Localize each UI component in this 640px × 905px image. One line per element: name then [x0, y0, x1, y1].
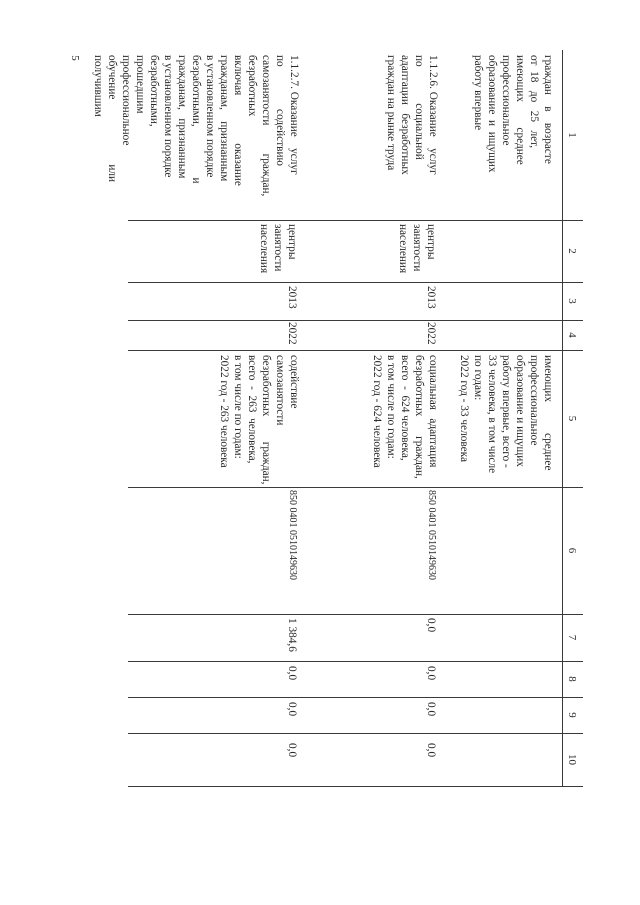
cell-row2-col2-line: центры: [286, 224, 298, 260]
cell-row2-col5-line: содействие: [288, 355, 300, 409]
cell-row1-col6: 850 0401 0510149630: [426, 490, 437, 580]
cell-row2-col1-line: безработных: [246, 55, 258, 117]
cell-row2-col2: [257, 224, 299, 279]
cell-row2-col1-line: в установленном порядке: [162, 55, 174, 178]
page-number: 5: [68, 55, 81, 61]
cell-row2-col1-line: самозанятости граждан,: [260, 55, 272, 197]
header-cell: 9: [566, 712, 578, 718]
cell-row1-col3: 2013: [425, 286, 437, 309]
cell-row1-col5-line: всего - 624 человека,: [399, 355, 411, 461]
header-cell: 10: [566, 754, 578, 765]
column-divider: [128, 350, 583, 351]
header-cell: 6: [566, 547, 578, 554]
cell-continuation-col1: [471, 55, 555, 215]
cell-row1-col1-line: адаптации безработных: [399, 55, 411, 175]
cell-row2-col1-line: в установленном порядке: [204, 55, 216, 178]
cell-row2-col5-line: самозанятости: [274, 355, 286, 426]
cell-row1-col1: [384, 55, 440, 215]
cell-continuation-col5-line: работу впервые, всего -: [500, 355, 512, 468]
cell-continuation-col1-line: от 18 до 25 лет,: [528, 55, 540, 149]
cell-row1-col9: 0,0: [425, 702, 437, 717]
cell-row2-col9: 0,0: [286, 702, 298, 717]
cell-continuation-col1-line: профессиональное: [500, 55, 512, 146]
cell-row1-col5-line: социальная адаптация: [427, 355, 439, 468]
cell-row2-col4: 2022: [286, 322, 298, 345]
cell-row2-col5: [217, 355, 301, 485]
cell-row2-col10: 0,0: [286, 743, 298, 758]
cell-row2-col1-line: профессиональное: [120, 55, 132, 146]
cell-continuation-col5-line: 33 человека, в том числе: [486, 355, 498, 474]
cell-row2-col1: [91, 55, 301, 215]
cell-continuation-col5: [457, 355, 555, 485]
cell-row2-col7: 1 384,6: [286, 618, 298, 652]
cell-row2-col3: 2013: [286, 286, 298, 309]
column-divider: [128, 733, 583, 734]
cell-continuation-col1-line: образование и ищущих: [486, 55, 498, 173]
cell-row2-col2-line: занятости: [272, 224, 284, 272]
column-divider: [128, 786, 583, 787]
cell-row1-col10: 0,0: [425, 743, 437, 758]
column-divider: [128, 614, 583, 615]
cell-continuation-col1-line: имеющих среднее: [514, 55, 526, 165]
header-cell: 3: [566, 298, 578, 304]
cell-row2-col1-line: по содействию: [274, 55, 286, 166]
cell-row2-col1-line: прошедшим: [134, 55, 146, 114]
cell-row2-col2-line: населения: [258, 224, 270, 274]
header-cell: 7: [566, 634, 578, 641]
cell-row1-col2-line: центры: [425, 224, 437, 260]
header-cell: 2: [566, 248, 578, 254]
cell-row1-col5-line: безработных граждан,: [413, 355, 425, 479]
header-cell: 1: [566, 132, 578, 138]
cell-row1-col4: 2022: [425, 322, 437, 345]
cell-row1-col8: 0,0: [425, 666, 437, 681]
cell-row2-col5-line: безработных граждан,: [260, 355, 272, 485]
cell-row1-col2: [396, 224, 438, 279]
cell-row2-col1-line: безработными, и: [190, 55, 202, 184]
cell-continuation-col5-line: имеющих среднее: [542, 355, 554, 471]
cell-row1-col7: 0,0: [425, 618, 437, 633]
header-rule: [562, 50, 563, 786]
cell-row1-col5: [370, 355, 440, 485]
column-divider: [128, 487, 583, 488]
cell-continuation-col5-line: профессиональное: [528, 355, 540, 446]
column-divider: [128, 661, 583, 662]
cell-continuation-col1-line: граждан в возрасте: [542, 55, 554, 164]
cell-continuation-col5-line: по годам:: [472, 355, 484, 401]
cell-row2-col1-line: получившим: [92, 55, 104, 117]
column-divider: [128, 320, 583, 321]
cell-row2-col1-line: гражданам, признанным: [218, 55, 230, 182]
header-cell: 8: [566, 676, 578, 682]
cell-row1-col1-line: граждан на рынке труда: [385, 55, 397, 171]
cell-row2-col1-line: гражданам, признанным: [176, 55, 188, 179]
cell-row1-col2-line: населения: [397, 224, 409, 274]
cell-row1-col5-line: в том числе по годам:: [385, 355, 397, 459]
column-divider: [128, 697, 583, 698]
cell-row1-col1-line: 1.1.2.6. Оказание услуг: [427, 55, 439, 175]
cell-continuation-col5-line: 2022 год - 33 человека: [458, 355, 470, 462]
cell-row2-col8: 0,0: [286, 666, 298, 681]
cell-row2-col5-line: всего - 263 человека,: [246, 355, 258, 464]
cell-row2-col5-line: в том числе по годам:: [232, 355, 244, 459]
cell-row2-col1-line: включая оказание: [232, 55, 244, 186]
cell-row1-col1-line: по социальной: [413, 55, 425, 160]
cell-row2-col1-line: безработными,: [148, 55, 160, 127]
cell-continuation-col5-line: образование и ищущих: [514, 355, 526, 467]
cell-row2-col6: 850 0401 0510149630: [287, 490, 298, 580]
cell-row2-col5-line: 2022 год - 263 человека: [218, 355, 230, 468]
header-cell: 5: [566, 415, 578, 422]
column-divider: [128, 282, 583, 283]
cell-continuation-col1-line: работу впервые: [472, 55, 484, 131]
cell-row1-col5-line: 2022 год - 624 человека: [371, 355, 383, 468]
cell-row2-col1-line: 1.1.2.7. Оказание услуг: [288, 55, 300, 175]
header-cell: 4: [566, 332, 578, 338]
column-divider: [128, 220, 583, 221]
cell-row1-col2-line: занятости: [411, 224, 423, 272]
rotated-table: [92, 50, 583, 885]
cell-row2-col1-line: обучение или: [106, 55, 118, 183]
